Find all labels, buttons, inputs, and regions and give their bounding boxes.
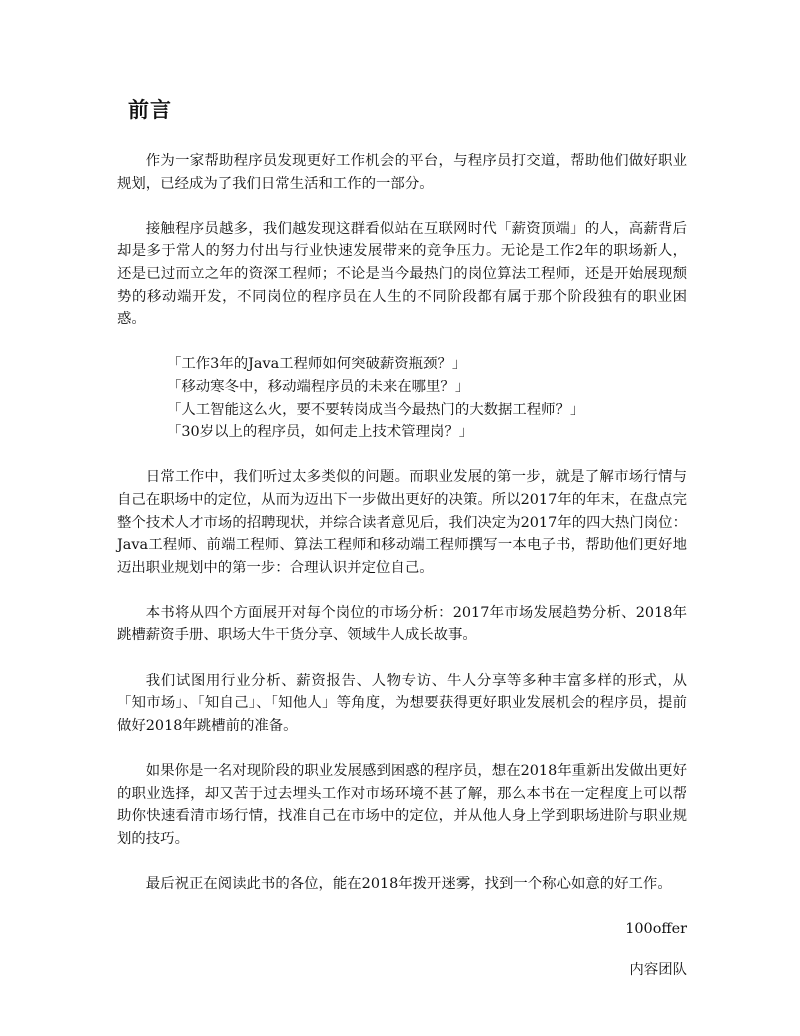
paragraph-motivation: 日常工作中，我们听过太多类似的问题。而职业发展的第一步，就是了解市场行情与自己在职场中的定位，从而为迈出下一步做出更好的决策。所以2017年的年末，在盘点完整个技术人才市场的招聘现状，并综合读者意见后，我们决定为2017年的四大热门岗位：Java工程师、前端工程师、算法工程师和移动端工程师撰写一本电子书，帮助他们更好地迈出职业规划中的第一步：合理认识并定位自己。 xyxy=(117,469,687,576)
quote-ai: 「人工智能这么火，要不要转岗成当今最热门的大数据工程师？」 xyxy=(167,401,585,418)
quote-java: 「工作3年的Java工程师如何突破薪资瓶颈？」 xyxy=(167,356,467,373)
signature-org: 100offer xyxy=(625,921,687,938)
paragraph-audience: 如果你是一名对现阶段的职业发展感到困惑的程序员，想在2018年重新出发做出更好的职业选择，却又苦于过去埋头工作对市场环境不甚了解，那么本书在一定程度上可以帮助你快速看清市场行情，找准自己在市场中的定位，并从他人身上学到职场进阶与职业规划的技巧。 xyxy=(117,763,687,847)
paragraph-approach: 我们试图用行业分析、薪资报告、人物专访、牛人分享等多种丰富多样的形式，从「知市场」、「知自己」、「知他人」等角度，为想要获得更好职业发展机会的程序员，提前做好2018年跳槽前的准备。 xyxy=(117,672,687,734)
quote-management: 「30岁以上的程序员，如何走上技术管理岗？」 xyxy=(167,424,474,441)
signature-team: 内容团队 xyxy=(629,961,687,978)
question-quotes xyxy=(117,353,687,443)
paragraph-structure: 本书将从四个方面展开对每个岗位的市场分析：2017年市场发展趋势分析、2018年跳槽薪资手册、职场大牛干货分享、领域牛人成长故事。 xyxy=(117,604,687,644)
quote-mobile: 「移动寒冬中，移动端程序员的未来在哪里？」 xyxy=(167,378,470,395)
paragraph-closing: 最后祝正在阅读此书的各位，能在2018年拨开迷雾，找到一个称心如意的好工作。 xyxy=(145,876,672,892)
paragraph-context: 接触程序员越多，我们越发现这群看似站在互联网时代「薪资顶端」的人，高薪背后却是多于常人的努力付出与行业快速发展带来的竞争压力。无论是工作2年的职场新人，还是已过而立之年的资深工程师；不论是当今最热门的岗位算法工程师，还是开始展现颓势的移动端开发，不同岗位的程序员在人生的不同阶段都有属于那个阶段独有的职业困惑。 xyxy=(117,220,687,328)
paragraph-intro: 作为一家帮助程序员发现更好工作机会的平台，与程序员打交道，帮助他们做好职业规划，已经成为了我们日常生活和工作的一部分。 xyxy=(117,153,687,192)
page-title: 前言 xyxy=(128,98,172,122)
preface-body xyxy=(117,150,687,1004)
